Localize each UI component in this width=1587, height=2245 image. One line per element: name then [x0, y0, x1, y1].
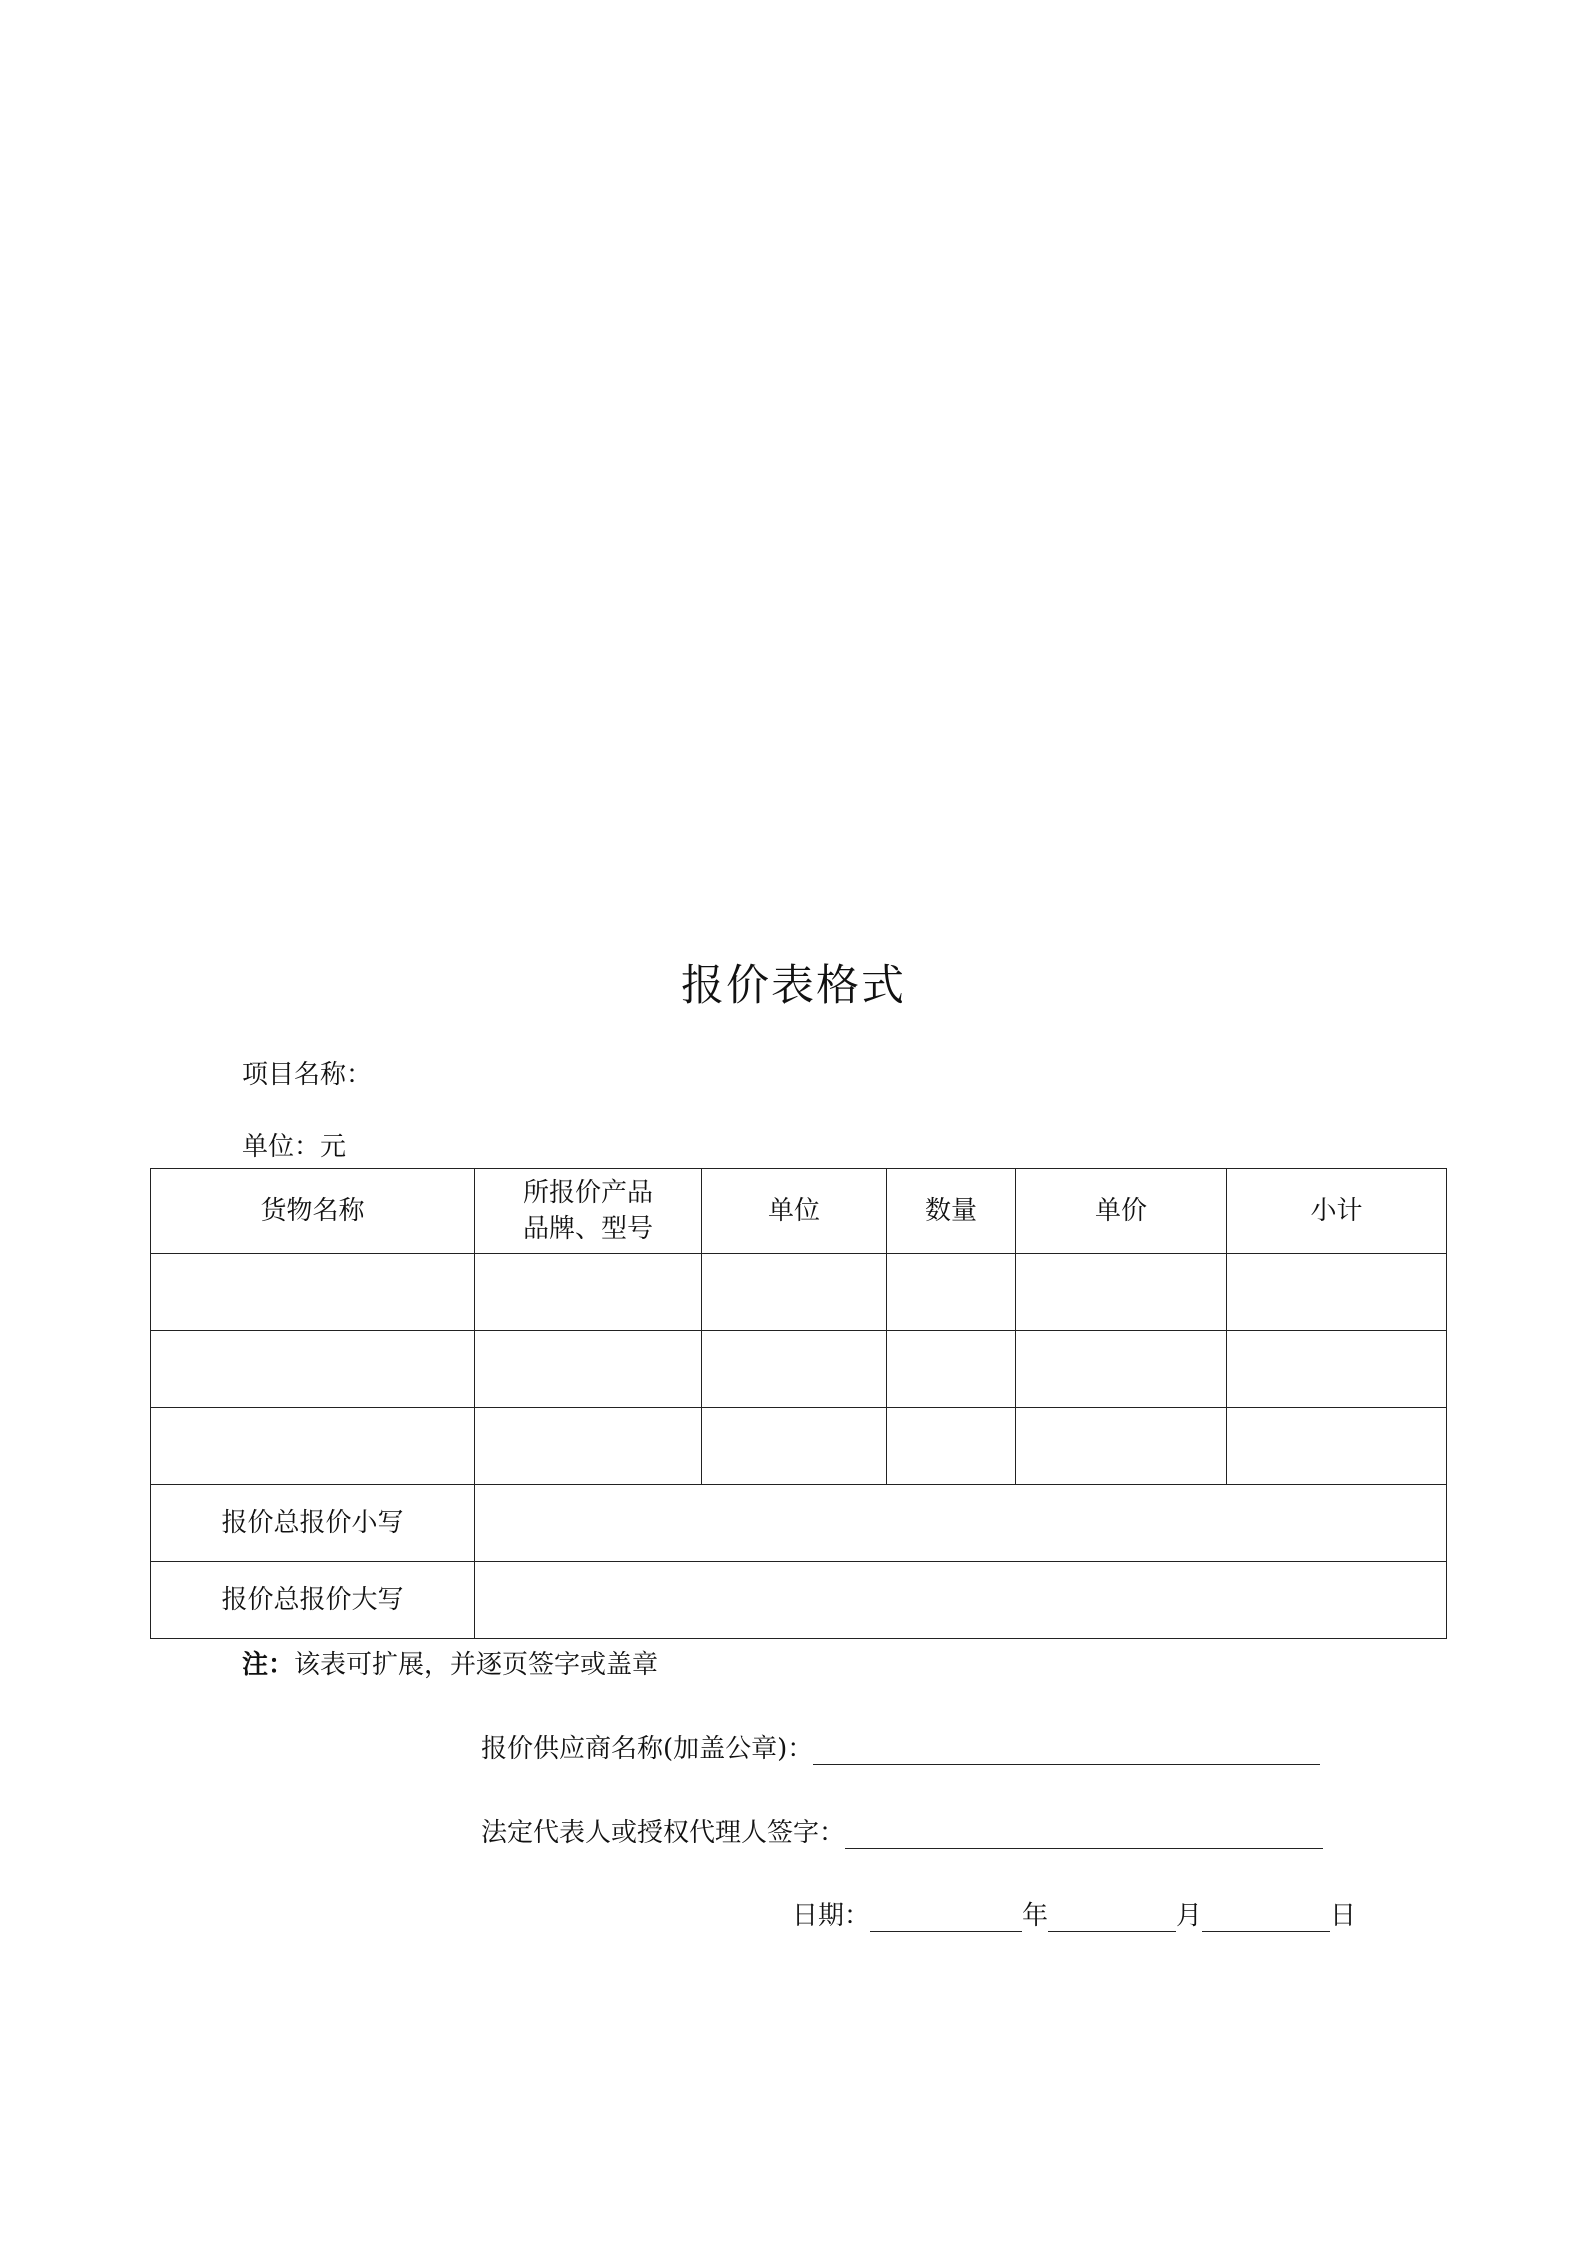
table-row	[151, 1331, 1447, 1408]
cell-brand-model	[475, 1331, 702, 1408]
total-lowercase-label: 报价总报价小写	[151, 1485, 475, 1562]
cell-unit-price	[1016, 1254, 1227, 1331]
day-blank	[1202, 1901, 1330, 1932]
cell-unit-price	[1016, 1331, 1227, 1408]
project-name-label: 项目名称：	[242, 1060, 373, 1090]
note-label: 注：	[242, 1650, 295, 1680]
cell-goods-name	[151, 1254, 475, 1331]
header-unit: 单位	[702, 1169, 887, 1254]
page-title: 报价表格式	[681, 961, 906, 1011]
month-blank	[1048, 1901, 1176, 1932]
date-line	[792, 1895, 1356, 1932]
quote-table	[150, 1168, 1447, 1639]
cell-quantity	[887, 1254, 1016, 1331]
representative-blank	[845, 1818, 1323, 1849]
table-header-row	[151, 1169, 1447, 1254]
cell-subtotal	[1227, 1254, 1447, 1331]
table-row	[151, 1408, 1447, 1485]
total-lowercase-value	[475, 1485, 1447, 1562]
cell-subtotal	[1227, 1408, 1447, 1485]
total-lowercase-row	[151, 1485, 1447, 1562]
header-quantity: 数量	[887, 1169, 1016, 1254]
supplier-signature-line	[481, 1728, 1320, 1765]
cell-unit-price	[1016, 1408, 1227, 1485]
cell-subtotal	[1227, 1331, 1447, 1408]
total-uppercase-value	[475, 1562, 1447, 1639]
date-label: 日期：	[792, 1901, 871, 1931]
year-blank	[870, 1901, 1022, 1932]
header-brand-model-line2: 品牌、型号	[522, 1214, 653, 1244]
representative-signature-line	[481, 1812, 1323, 1849]
cell-goods-name	[151, 1331, 475, 1408]
cell-unit	[702, 1408, 887, 1485]
total-uppercase-label: 报价总报价大写	[151, 1562, 475, 1639]
currency-unit-label: 单位：元	[242, 1132, 347, 1162]
year-label: 年	[1022, 1901, 1049, 1931]
cell-brand-model	[475, 1408, 702, 1485]
cell-unit	[702, 1331, 887, 1408]
supplier-name-label: 报价供应商名称(加盖公章)：	[481, 1734, 814, 1764]
header-goods-name: 货物名称	[151, 1169, 475, 1254]
note-text: 该表可扩展，并逐页签字或盖章	[294, 1650, 659, 1680]
cell-brand-model	[475, 1254, 702, 1331]
cell-quantity	[887, 1331, 1016, 1408]
cell-quantity	[887, 1408, 1016, 1485]
cell-goods-name	[151, 1408, 475, 1485]
day-label: 日	[1330, 1901, 1357, 1931]
representative-label: 法定代表人或授权代理人签字：	[481, 1818, 846, 1848]
supplier-name-blank	[813, 1734, 1320, 1765]
header-brand-model-line1: 所报价产品	[522, 1178, 653, 1208]
header-unit-price: 单价	[1016, 1169, 1227, 1254]
table-row	[151, 1254, 1447, 1331]
header-brand-model	[475, 1169, 702, 1254]
table-note	[242, 1644, 658, 1681]
month-label: 月	[1176, 1901, 1203, 1931]
total-uppercase-row	[151, 1562, 1447, 1639]
header-subtotal: 小计	[1227, 1169, 1447, 1254]
cell-unit	[702, 1254, 887, 1331]
